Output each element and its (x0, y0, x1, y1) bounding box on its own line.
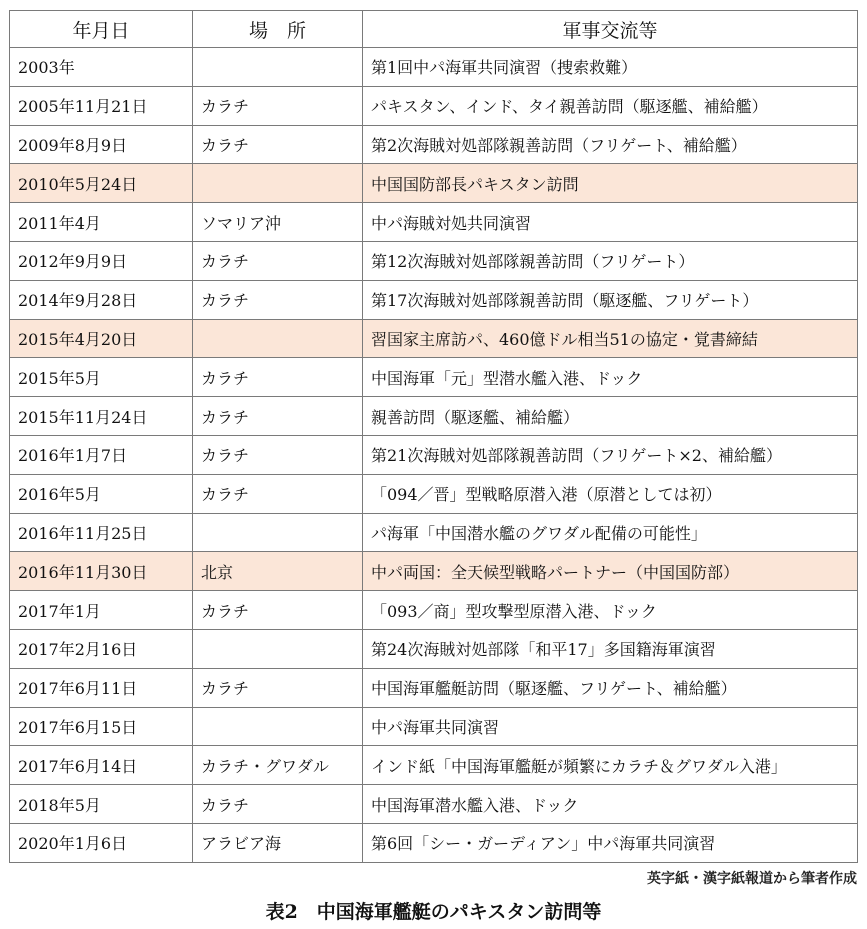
event-cell: 「094／晋」型戦略原潜入港（原潜としては初） (363, 474, 858, 513)
place-cell: カラチ (193, 241, 363, 280)
place-cell: アラビア海 (193, 823, 363, 862)
place-cell: カラチ (193, 474, 363, 513)
place-cell (193, 164, 363, 203)
place-cell: カラチ (193, 397, 363, 436)
date-cell: 2015年4月20日 (10, 319, 193, 358)
date-cell: 2016年5月 (10, 474, 193, 513)
date-cell: 2010年5月24日 (10, 164, 193, 203)
place-cell: カラチ (193, 435, 363, 474)
event-cell: 中国海軍潜水艦入港、ドック (363, 785, 858, 824)
event-cell: 中国海軍艦艇訪問（駆逐艦、フリゲート、補給艦） (363, 668, 858, 707)
date-cell: 2003年 (10, 48, 193, 87)
table-caption: 表2 中国海軍艦艇のパキスタン訪問等 (265, 901, 602, 923)
place-cell (193, 319, 363, 358)
table-row (10, 435, 858, 474)
place-cell (193, 48, 363, 87)
table-row (10, 707, 858, 746)
date-cell: 2015年5月 (10, 358, 193, 397)
event-cell: 第12次海賊対処部隊親善訪問（フリゲート） (363, 241, 858, 280)
place-cell: カラチ・グワダル (193, 746, 363, 785)
table-row (10, 823, 858, 862)
event-cell: インド紙「中国海軍艦艇が頻繁にカラチ＆グワダル入港」 (363, 746, 858, 785)
table-row (10, 164, 858, 203)
table-row (10, 397, 858, 436)
event-cell: 第1回中パ海軍共同演習（捜索救難） (363, 48, 858, 87)
place-cell (193, 629, 363, 668)
table-row (10, 319, 858, 358)
table-header-row (10, 11, 858, 48)
date-cell: 2009年8月9日 (10, 125, 193, 164)
date-cell: 2011年4月 (10, 203, 193, 242)
date-cell: 2012年9月9日 (10, 241, 193, 280)
event-cell: パキスタン、インド、タイ親善訪問（駆逐艦、補給艦） (363, 86, 858, 125)
table-body (10, 48, 858, 863)
header-date: 年月日 (10, 11, 193, 48)
place-cell: カラチ (193, 280, 363, 319)
table-row (10, 125, 858, 164)
table-row (10, 358, 858, 397)
visits-table (9, 10, 858, 863)
table-row (10, 746, 858, 785)
table-row (10, 513, 858, 552)
place-cell: カラチ (193, 785, 363, 824)
date-cell: 2016年11月30日 (10, 552, 193, 591)
event-cell: 第17次海賊対処部隊親善訪問（駆逐艦、フリゲート） (363, 280, 858, 319)
event-cell: パ海軍「中国潜水艦のグワダル配備の可能性」 (363, 513, 858, 552)
date-cell: 2016年1月7日 (10, 435, 193, 474)
event-cell: 第2次海賊対処部隊親善訪問（フリゲート、補給艦） (363, 125, 858, 164)
table-row (10, 48, 858, 87)
table-row (10, 668, 858, 707)
event-cell: 第6回「シー・ガーディアン」中パ海軍共同演習 (363, 823, 858, 862)
date-cell: 2005年11月21日 (10, 86, 193, 125)
table-row (10, 785, 858, 824)
place-cell: ソマリア沖 (193, 203, 363, 242)
header-place: 場 所 (193, 11, 363, 48)
date-cell: 2017年6月11日 (10, 668, 193, 707)
header-event: 軍事交流等 (363, 11, 858, 48)
event-cell: 中国海軍「元」型潜水艦入港、ドック (363, 358, 858, 397)
table-row (10, 241, 858, 280)
table-row (10, 629, 858, 668)
date-cell: 2018年5月 (10, 785, 193, 824)
place-cell: カラチ (193, 591, 363, 630)
table-row (10, 552, 858, 591)
table-row (10, 591, 858, 630)
place-cell: 北京 (193, 552, 363, 591)
date-cell: 2017年2月16日 (10, 629, 193, 668)
date-cell: 2017年6月14日 (10, 746, 193, 785)
table-row (10, 280, 858, 319)
event-cell: 中国国防部長パキスタン訪問 (363, 164, 858, 203)
event-cell: 「093／商」型攻撃型原潜入港、ドック (363, 591, 858, 630)
date-cell: 2014年9月28日 (10, 280, 193, 319)
event-cell: 第24次海賊対処部隊「和平17」多国籍海軍演習 (363, 629, 858, 668)
table-row (10, 203, 858, 242)
source-note: 英字紙・漢字紙報道から筆者作成 (647, 871, 857, 887)
place-cell (193, 707, 363, 746)
date-cell: 2016年11月25日 (10, 513, 193, 552)
event-cell: 中パ両国：全天候型戦略パートナー（中国国防部） (363, 552, 858, 591)
event-cell: 親善訪問（駆逐艦、補給艦） (363, 397, 858, 436)
date-cell: 2020年1月6日 (10, 823, 193, 862)
place-cell (193, 513, 363, 552)
place-cell: カラチ (193, 86, 363, 125)
event-cell: 中パ海軍共同演習 (363, 707, 858, 746)
event-cell: 中パ海賊対処共同演習 (363, 203, 858, 242)
table-row (10, 474, 858, 513)
event-cell: 第21次海賊対処部隊親善訪問（フリゲート×2、補給艦） (363, 435, 858, 474)
date-cell: 2017年6月15日 (10, 707, 193, 746)
date-cell: 2017年1月 (10, 591, 193, 630)
date-cell: 2015年11月24日 (10, 397, 193, 436)
table-row (10, 86, 858, 125)
event-cell: 習国家主席訪パ、460億ドル相当51の協定・覚書締結 (363, 319, 858, 358)
place-cell: カラチ (193, 668, 363, 707)
place-cell: カラチ (193, 125, 363, 164)
place-cell: カラチ (193, 358, 363, 397)
